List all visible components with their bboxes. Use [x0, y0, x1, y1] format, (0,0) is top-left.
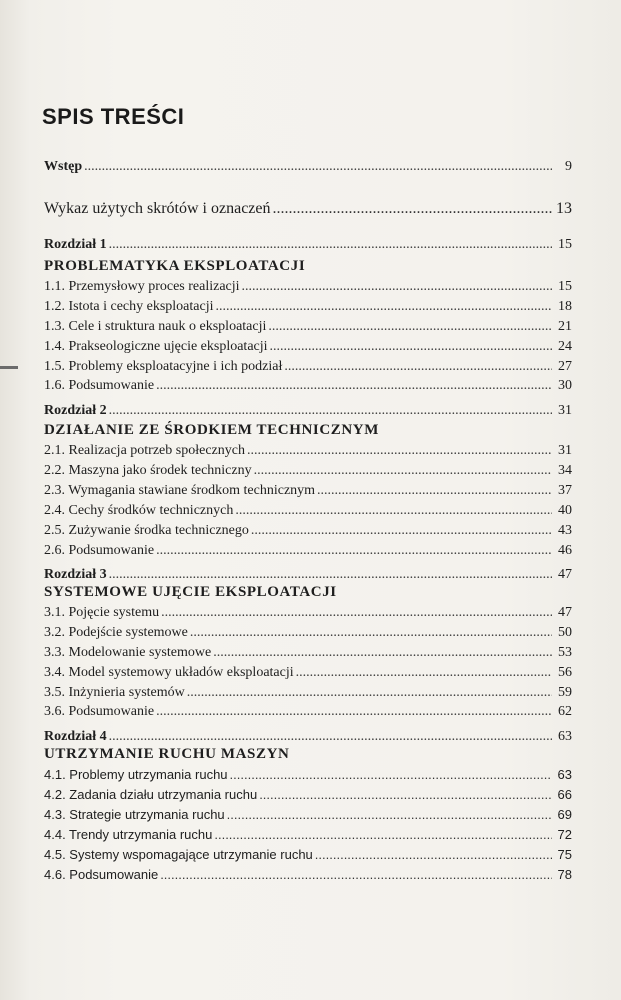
leader-dots — [214, 826, 552, 844]
toc-section-label: 1.3. Cele i struktura nauk o eksploatacji — [44, 319, 267, 334]
toc-chapter-1 — [44, 236, 572, 254]
toc-section — [44, 664, 572, 682]
toc-section-page: 15 — [558, 279, 572, 294]
toc-section-page: 24 — [558, 339, 572, 354]
toc-chapter-page: 63 — [558, 729, 572, 744]
toc-section-page: 63 — [557, 767, 572, 782]
toc-section-label: 4.3. Strategie utrzymania ruchu — [44, 807, 225, 822]
toc-section-page: 50 — [558, 625, 572, 640]
toc-section — [44, 377, 572, 395]
toc-chapter-page: 15 — [558, 237, 572, 252]
toc-section-label: 2.5. Zużywanie środka technicznego — [44, 523, 249, 538]
toc-section-label: 1.6. Podsumowanie — [44, 378, 155, 393]
leader-dots — [273, 200, 553, 218]
leader-dots — [235, 502, 552, 520]
leader-dots — [190, 624, 552, 642]
toc-section-label: 2.2. Maszyna jako środek techniczny — [44, 463, 252, 478]
toc-entry-intro — [44, 158, 572, 176]
toc-section-page: 30 — [558, 378, 572, 393]
toc-section-page: 43 — [558, 523, 572, 538]
leader-dots — [230, 766, 552, 784]
toc-section-page: 62 — [558, 704, 572, 719]
toc-section — [44, 786, 572, 804]
toc-section — [44, 338, 572, 356]
page-edge-mark — [0, 366, 18, 369]
toc-section — [44, 522, 572, 540]
leader-dots — [268, 318, 552, 336]
toc-section-page: 59 — [558, 685, 572, 700]
toc-section-page: 27 — [558, 359, 572, 374]
leader-dots — [251, 522, 552, 540]
toc-section-label: 3.4. Model systemowy układów eksploatacji — [44, 665, 294, 680]
toc-section-page: 78 — [557, 867, 572, 882]
toc-section-page: 37 — [558, 483, 572, 498]
toc-chapter-3 — [44, 566, 572, 584]
toc-section-label: 4.6. Podsumowanie — [44, 867, 159, 882]
toc-section-label: 1.4. Prakseologiczne ujęcie eksploatacji — [44, 339, 268, 354]
leader-dots — [242, 278, 552, 296]
toc-section-label: 4.4. Trendy utrzymania ruchu — [44, 827, 213, 842]
toc-section — [44, 866, 572, 884]
toc-section — [44, 826, 572, 844]
toc-entry-page: 9 — [565, 159, 572, 174]
toc-section-label: 2.3. Wymagania stawiane środkom technicznym — [44, 483, 316, 498]
toc-section-label: 2.6. Podsumowanie — [44, 543, 155, 558]
leader-dots — [109, 566, 552, 584]
toc-chapter-label: Rozdział 2 — [44, 403, 107, 418]
leader-dots — [109, 236, 552, 254]
toc-section-page: 69 — [557, 807, 572, 822]
leader-dots — [317, 482, 552, 500]
leader-dots — [254, 462, 552, 480]
toc-section — [44, 644, 572, 662]
toc-section — [44, 604, 572, 622]
toc-entry-label: Wstęp — [44, 159, 83, 174]
toc-section-label: 4.2. Zadania działu utrzymania ruchu — [44, 787, 258, 802]
toc-chapter-label: Rozdział 1 — [44, 237, 107, 252]
toc-section — [44, 684, 572, 702]
toc-chapter-heading: DZIAŁANIE ZE ŚRODKIEM TECHNICZNYM — [44, 422, 379, 438]
toc-section — [44, 462, 572, 480]
toc-section-label: 1.2. Istota i cechy eksploatacji — [44, 299, 214, 314]
toc-section — [44, 624, 572, 642]
page-title: SPIS TREŚCI — [42, 104, 185, 129]
toc-section-page: 75 — [557, 847, 572, 862]
leader-dots — [156, 377, 552, 395]
leader-dots — [161, 604, 552, 622]
toc-entry-page: 13 — [556, 200, 572, 217]
toc-section-page: 47 — [558, 605, 572, 620]
leader-dots — [160, 866, 552, 884]
toc-section-page: 46 — [558, 543, 572, 558]
leader-dots — [284, 358, 552, 376]
toc-section — [44, 482, 572, 500]
toc-section-page: 56 — [558, 665, 572, 680]
toc-section-label: 3.2. Podejście systemowe — [44, 625, 188, 640]
toc-chapter-page: 47 — [558, 567, 572, 582]
toc-section — [44, 502, 572, 520]
toc-section — [44, 766, 572, 784]
toc-chapter-label: Rozdział 4 — [44, 729, 107, 744]
toc-chapter-2 — [44, 402, 572, 420]
toc-section-label: 2.4. Cechy środków technicznych — [44, 503, 234, 518]
toc-section — [44, 298, 572, 316]
leader-dots — [216, 298, 553, 316]
toc-entry-label: Wykaz użytych skrótów i oznaczeń — [44, 200, 271, 217]
leader-dots — [109, 728, 552, 746]
toc-section — [44, 318, 572, 336]
toc-chapter-heading: PROBLEMATYKA EKSPLOATACJI — [44, 258, 306, 274]
toc-section-page: 53 — [558, 645, 572, 660]
leader-dots — [247, 442, 552, 460]
toc-section-label: 3.5. Inżynieria systemów — [44, 685, 185, 700]
toc-section — [44, 278, 572, 296]
leader-dots — [156, 542, 552, 560]
toc-section-label: 2.1. Realizacja potrzeb społecznych — [44, 443, 245, 458]
toc-section-page: 72 — [557, 827, 572, 842]
toc-chapter-4 — [44, 728, 572, 746]
toc-section-label: 3.3. Modelowanie systemowe — [44, 645, 212, 660]
toc-section-page: 21 — [558, 319, 572, 334]
toc-section-label: 4.5. Systemy wspomagające utrzymanie ruchu — [44, 847, 313, 862]
toc-section-label: 1.1. Przemysłowy proces realizacji — [44, 279, 240, 294]
toc-section-page: 66 — [557, 787, 572, 802]
toc-section — [44, 358, 572, 376]
leader-dots — [213, 644, 552, 662]
toc-section-page: 31 — [558, 443, 572, 458]
toc-section — [44, 846, 572, 864]
toc-section-page: 34 — [558, 463, 572, 478]
toc-section-label: 1.5. Problemy eksploatacyjne i ich podział — [44, 359, 283, 374]
toc-chapter-label: Rozdział 3 — [44, 567, 107, 582]
toc-entry-abbreviations — [44, 200, 572, 218]
leader-dots — [259, 786, 552, 804]
leader-dots — [315, 846, 552, 864]
leader-dots — [84, 158, 552, 176]
toc-section-page: 18 — [558, 299, 572, 314]
toc-section — [44, 806, 572, 824]
leader-dots — [109, 402, 552, 420]
toc-section-label: 3.6. Podsumowanie — [44, 704, 155, 719]
toc-chapter-heading: UTRZYMANIE RUCHU MASZYN — [44, 746, 290, 762]
leader-dots — [296, 664, 552, 682]
toc-chapter-heading: SYSTEMOWE UJĘCIE EKSPLOATACJI — [44, 584, 337, 600]
toc-section — [44, 442, 572, 460]
toc-section — [44, 542, 572, 560]
toc-section-label: 4.1. Problemy utrzymania ruchu — [44, 767, 228, 782]
leader-dots — [156, 703, 552, 721]
toc-chapter-page: 31 — [558, 403, 572, 418]
toc-section-page: 40 — [558, 503, 572, 518]
toc-section — [44, 703, 572, 721]
toc-section-label: 3.1. Pojęcie systemu — [44, 605, 160, 620]
leader-dots — [270, 338, 552, 356]
leader-dots — [187, 684, 552, 702]
leader-dots — [227, 806, 552, 824]
